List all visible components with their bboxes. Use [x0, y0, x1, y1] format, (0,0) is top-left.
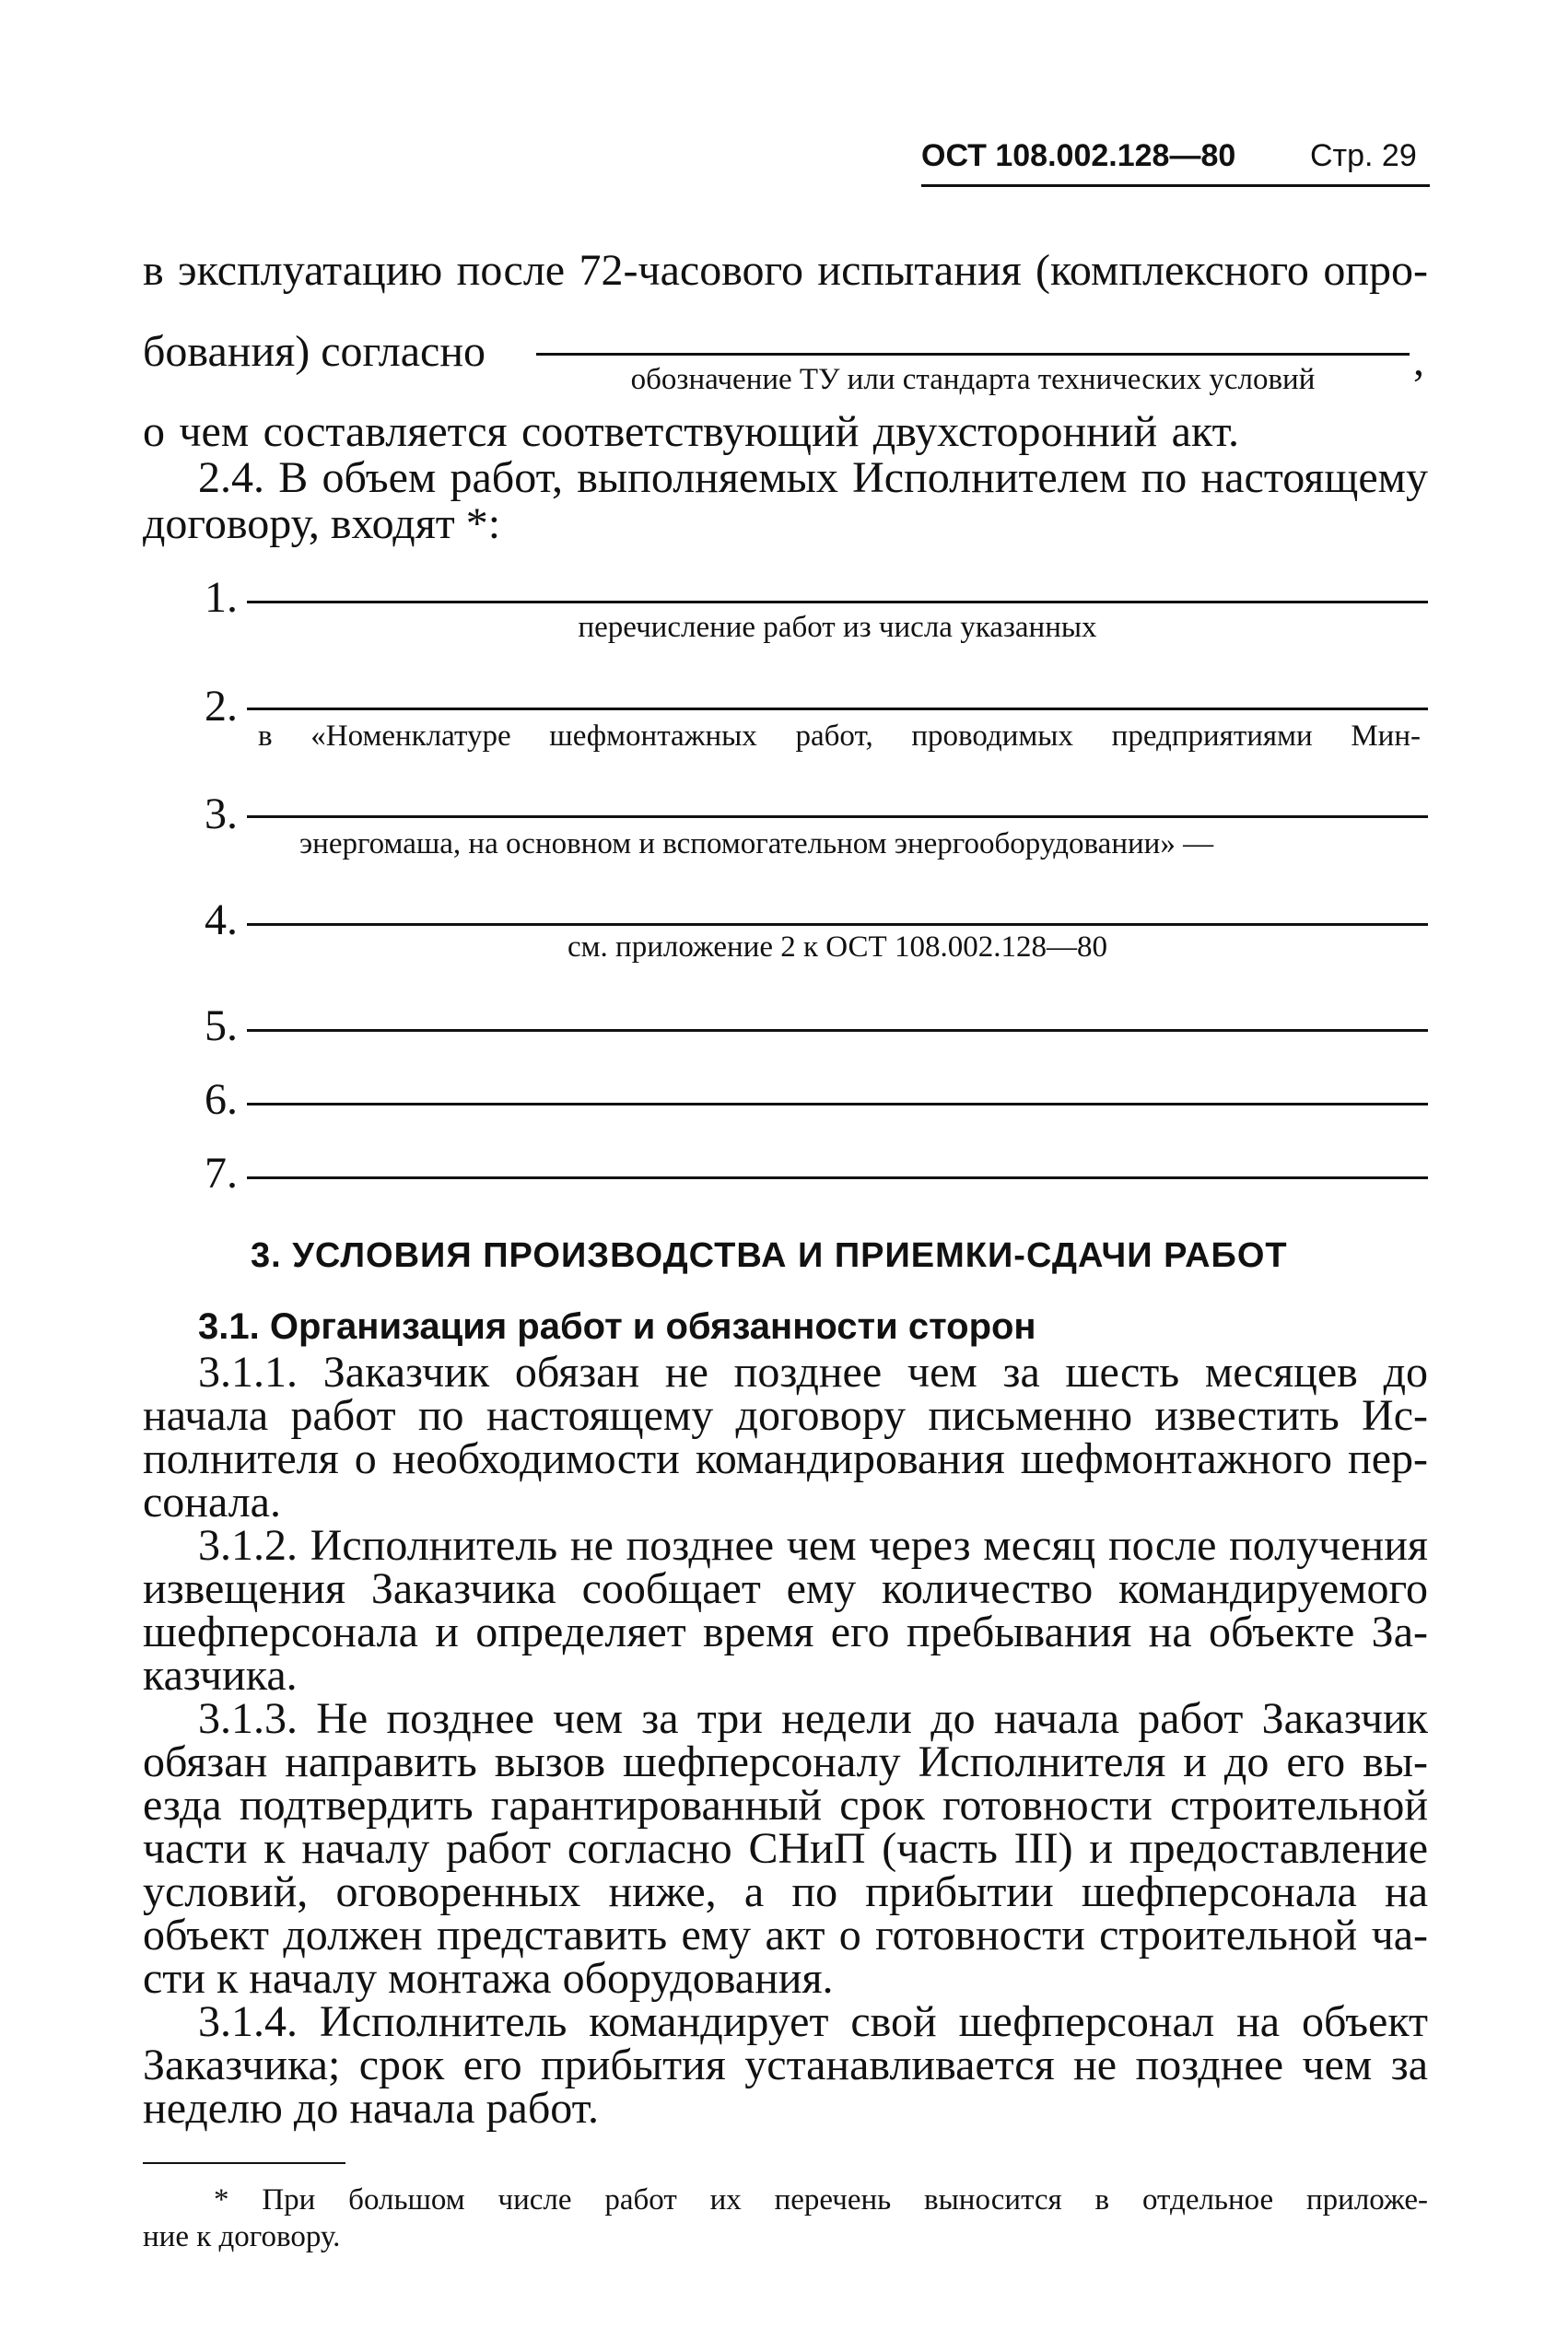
list-number: 4.	[205, 895, 238, 944]
list-caption: энергомаша, на основном и вспомогательном энергооборудовании» —	[299, 827, 1214, 860]
blank-line	[247, 815, 1428, 818]
list-number: 1.	[205, 573, 238, 622]
footnote-line-1: * При большом числе работ их перечень выносится в отдельное приложе-	[214, 2183, 1428, 2217]
blank-line	[247, 708, 1428, 710]
paragraph-line: начала работ по настоящему договору письменно известить Ис-	[143, 1391, 1428, 1440]
paragraph-line: объект должен представить ему акт о готовности строительной ча-	[143, 1911, 1428, 1959]
list-number: 2.	[205, 682, 238, 731]
paragraph-line: части к началу работ согласно СНиП (часть III) и предоставление	[143, 1824, 1428, 1873]
paragraph-line: извещения Заказчика сообщает ему количество командируемого	[143, 1564, 1428, 1613]
paragraph-line: 3.1.2. Исполнитель не позднее чем через месяц после получения	[198, 1521, 1428, 1570]
paragraph-line: 3.1.3. Не позднее чем за три недели до начала работ Заказчик	[198, 1694, 1428, 1743]
paragraph-line: езда подтвердить гарантированный срок готовности строительной	[143, 1781, 1428, 1830]
blank-line-standard	[536, 353, 1410, 356]
blank-line	[247, 1176, 1428, 1179]
paragraph-line: сти к началу монтажа оборудования.	[143, 1954, 834, 2003]
paragraph-2-4-line-2: договору, входят *:	[143, 499, 501, 548]
page-number: Стр. 29	[1310, 138, 1417, 173]
header-rule	[921, 184, 1430, 187]
paragraph-line: сонала.	[143, 1478, 281, 1527]
paragraph-2-4-line-1: 2.4. В объем работ, выполняемых Исполнителем по настоящему	[198, 453, 1428, 502]
paragraph-line: 3.1.4. Исполнитель командирует свой шефперсонал на объект	[198, 1997, 1428, 2046]
paragraph-line: 3.1.1. Заказчик обязан не позднее чем за шесть месяцев до	[198, 1348, 1428, 1397]
blank-line	[247, 601, 1428, 603]
paragraph-line: Заказчика; срок его прибытия устанавливается не позднее чем за	[143, 2041, 1428, 2089]
paragraph-line: казчика.	[143, 1651, 298, 1700]
paragraph-line: полнителя о необходимости командирования шефмонтажного пер-	[143, 1434, 1428, 1483]
blank-line	[247, 923, 1428, 926]
comma-mark: ,	[1413, 336, 1424, 385]
intro-line-2-prefix: бования) согласно	[143, 327, 486, 376]
blank-line	[247, 1103, 1428, 1106]
paragraph-line: условий, оговоренных ниже, а по прибытии шефперсонала на	[143, 1867, 1428, 1916]
blank-line	[247, 1029, 1428, 1032]
section-3-1-title: 3.1. Организация работ и обязанности сторон	[198, 1306, 1036, 1347]
list-caption: в «Номенклатуре шефмонтажных работ, проводимых предприятиями Мин-	[258, 719, 1421, 753]
caption-standard: обозначение ТУ или стандарта технических условий	[630, 363, 1316, 396]
list-number: 3.	[205, 790, 238, 838]
paragraph-line: неделю до начала работ.	[143, 2084, 599, 2133]
paragraph-line: обязан направить вызов шефперсоналу Исполнителя и до его вы-	[143, 1737, 1428, 1786]
footnote-line-2: ние к договору.	[143, 2220, 341, 2253]
list-number: 5.	[205, 1001, 238, 1050]
footnote-separator	[143, 2162, 345, 2164]
list-caption: перечисление работ из числа указанных	[578, 611, 1097, 644]
intro-line-1: в эксплуатацию после 72-часового испытания (комплексного опро-	[143, 246, 1428, 295]
intro-line-3: о чем составляется соответствующий двухсторонний акт.	[143, 407, 1239, 456]
document-code: ОСТ 108.002.128—80	[921, 138, 1236, 173]
paragraph-line: шефперсонала и определяет время его пребывания на объекте За-	[143, 1608, 1428, 1656]
list-number: 6.	[205, 1075, 238, 1124]
list-number: 7.	[205, 1149, 238, 1198]
list-caption: см. приложение 2 к ОСТ 108.002.128—80	[568, 930, 1107, 964]
section-3-title: 3. УСЛОВИЯ ПРОИЗВОДСТВА И ПРИЕМКИ-СДАЧИ РАБОТ	[251, 1236, 1288, 1275]
